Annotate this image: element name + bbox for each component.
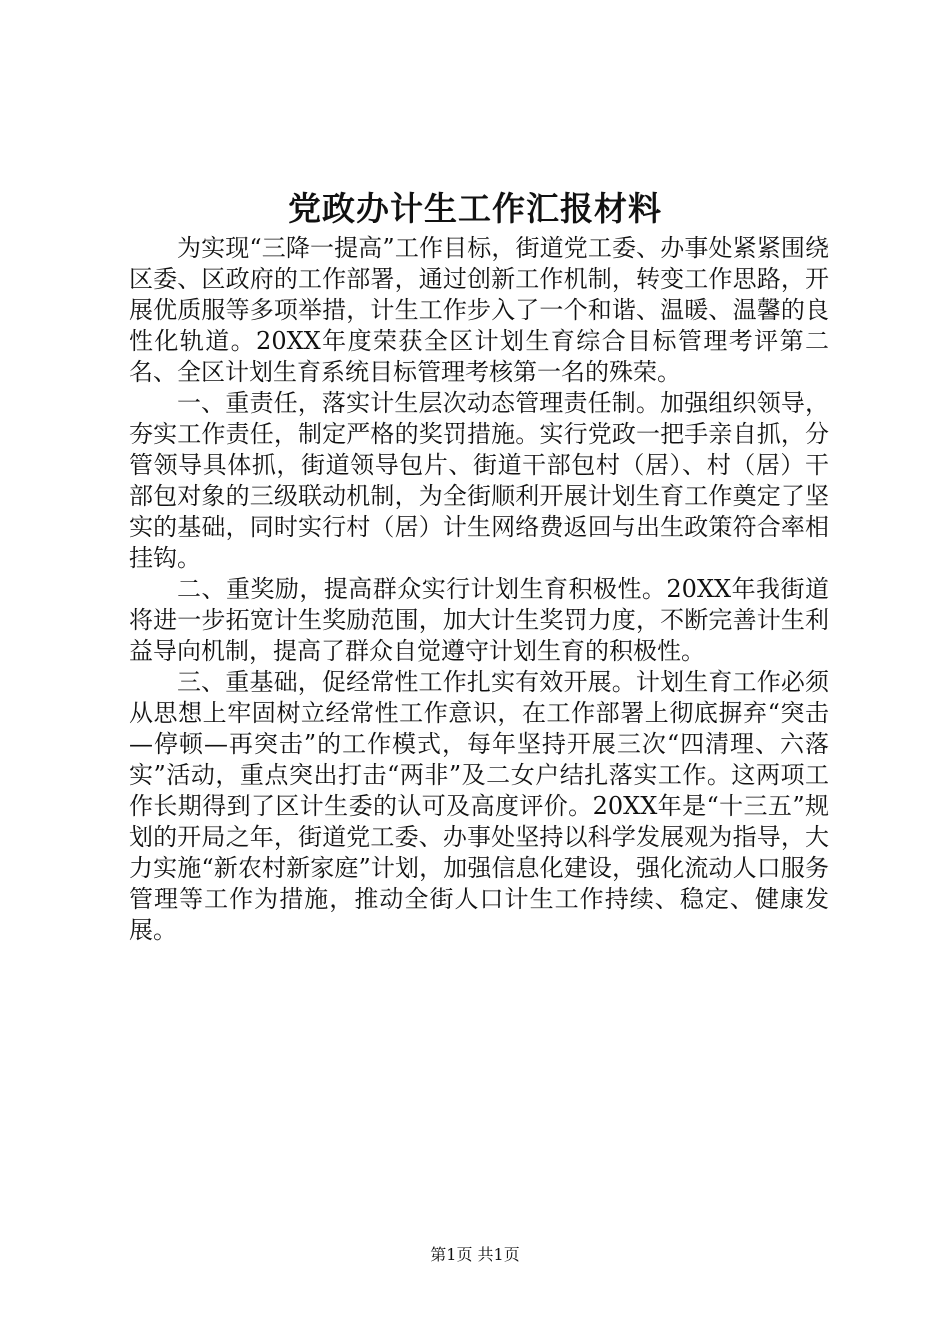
- page-number-footer: 第1页 共1页: [430, 1245, 520, 1264]
- document-body: [129, 233, 829, 946]
- paragraph-rewards: 二、重奖励，提高群众实行计划生育积极性。20XX年我街道将进一步拓宽计生奖励范围，加大计生奖罚力度，不断完善计生利益导向机制，提高了群众自觉遵守计划生育的积极性。: [129, 575, 829, 665]
- paragraph-intro: 为实现“三降一提高”工作目标，街道党工委、办事处紧紧围绕区委、区政府的工作部署，通过创新工作机制，转变工作思路，开展优质服等多项举措，计生工作步入了一个和谐、温暖、温馨的良性化轨道。20XX年度荣获全区计划生育综合目标管理考评第二名、全区计划生育系统目标管理考核第一名的殊荣。: [129, 234, 829, 386]
- paragraph-foundation: 三、重基础，促经常性工作扎实有效开展。计划生育工作必须从思想上牢固树立经常性工作意识，在工作部署上彻底摒弃“突击—停顿—再突击”的工作模式，每年坚持开展三次“四清理、六落实”活动，重点突出打击“两非”及二女户结扎落实工作。这两项工作长期得到了区计生委的认可及高度评价。20XX年是“十三五”规划的开局之年，街道党工委、办事处坚持以科学发展观为指导，大力实施“新农村新家庭”计划，加强信息化建设，强化流动人口服务管理等工作为措施，推动全街人口计生工作持续、稳定、健康发展。: [129, 668, 829, 944]
- paragraph-responsibility: 一、重责任，落实计生层次动态管理责任制。加强组织领导，夯实工作责任，制定严格的奖罚措施。实行党政一把手亲自抓，分管领导具体抓，街道领导包片、街道干部包村（居）、村（居）干部包对象的三级联动机制，为全街顺利开展计划生育工作奠定了坚实的基础，同时实行村（居）计生网络费返回与出生政策符合率相挂钩。: [129, 389, 829, 572]
- document-title: 党政办计生工作汇报材料: [288, 189, 662, 228]
